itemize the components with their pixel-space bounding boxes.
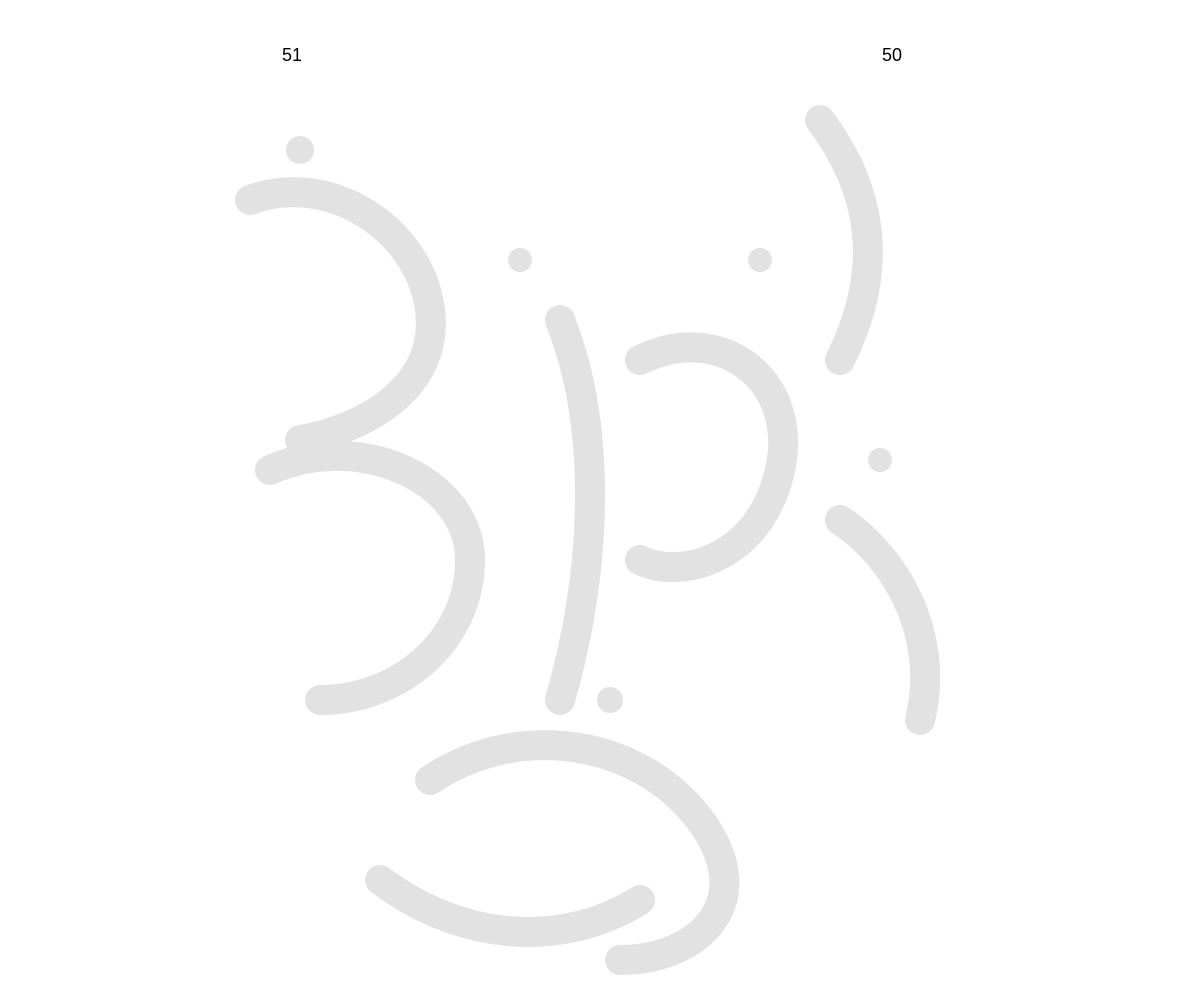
text-line	[30, 806, 520, 846]
text-line	[626, 260, 1126, 300]
text-line	[30, 646, 520, 686]
text-line	[30, 166, 520, 206]
text-line	[626, 940, 1126, 980]
text-line	[30, 326, 520, 366]
text-line	[30, 686, 520, 726]
text-line	[30, 726, 520, 766]
text-line	[30, 366, 520, 406]
text-line	[626, 740, 1126, 780]
text-line	[30, 86, 520, 126]
text-line	[30, 206, 520, 246]
page-body-text	[626, 100, 1126, 980]
page-number: 50	[881, 45, 903, 65]
text-line	[626, 380, 1126, 420]
text-line	[626, 820, 1126, 860]
text-line	[626, 860, 1126, 900]
text-line	[30, 846, 520, 886]
text-line	[626, 140, 1126, 180]
text-line	[30, 126, 520, 166]
text-line	[626, 700, 1126, 740]
text-line	[30, 766, 520, 806]
text-line	[30, 566, 520, 606]
text-line	[626, 340, 1126, 380]
text-line	[30, 446, 520, 486]
text-line	[626, 420, 1126, 460]
page-right	[594, 0, 1188, 1000]
text-line	[30, 886, 520, 926]
text-line	[626, 580, 1126, 620]
text-line	[30, 486, 520, 526]
text-line	[626, 500, 1126, 540]
text-line	[626, 180, 1126, 220]
text-line	[626, 780, 1126, 820]
text-line	[626, 100, 1126, 140]
text-line	[626, 300, 1126, 340]
text-line	[626, 540, 1126, 580]
text-line	[626, 900, 1126, 940]
text-line	[626, 660, 1126, 700]
text-line	[30, 246, 520, 286]
text-line	[30, 406, 520, 446]
page-number: 51	[281, 45, 303, 65]
text-line	[626, 620, 1126, 660]
page-body-text	[30, 86, 520, 966]
text-line	[30, 606, 520, 646]
text-line	[30, 926, 520, 966]
text-line	[30, 286, 520, 326]
text-line	[30, 526, 520, 566]
text-line	[626, 460, 1126, 500]
text-line	[626, 220, 1126, 260]
